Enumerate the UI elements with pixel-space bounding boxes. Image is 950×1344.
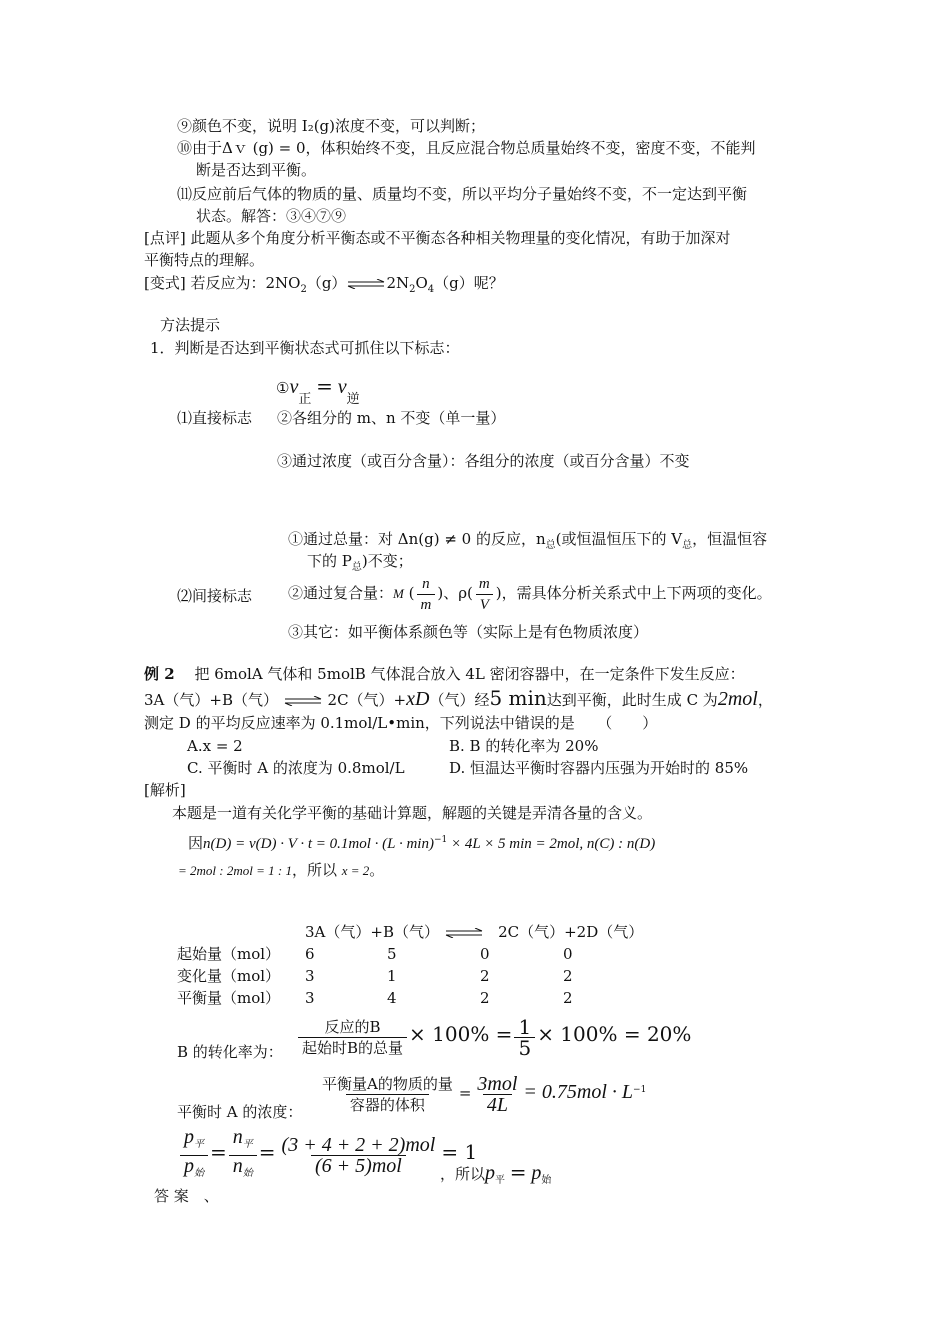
table-cell: 6 (305, 945, 315, 963)
calc2-tail: ，所以 (291, 861, 337, 879)
variant-prefix: [变式] 若反应为：2NO (144, 274, 301, 292)
table-cell: 3 (305, 967, 315, 985)
pressure-concl-sub-shi: 始 (541, 1175, 552, 1186)
i2-frac-V: V (476, 594, 493, 615)
variant-prod: 2N (386, 274, 410, 292)
variant-sub1: 2 (300, 284, 307, 295)
indirect-label: ⑵间接标志 (177, 587, 253, 605)
variant-suffix: （g）呢？ (434, 274, 504, 292)
variant-mid: （g） (306, 274, 347, 292)
d1-eq: = (316, 374, 333, 398)
analysis-item-10-line1: ⑩由于Δｖ (g) = 0，体积始终不变，且反应混合物总质量始终不变，密度不变，不能判 (177, 139, 756, 157)
pressure-sub-ping: 平 (194, 1138, 204, 1150)
conversion-one: 1 (518, 1014, 532, 1039)
pressure-result: = 1 (441, 1140, 478, 1164)
ex2-eq-time: 5 min (489, 686, 547, 710)
table-cell: 1 (387, 967, 397, 985)
table-cell: 3 (305, 989, 315, 1007)
ex2-eq-tail: 达到平衡，此时生成 C 为 (546, 691, 718, 709)
concA-result: = 0.75mol · L (523, 1081, 634, 1103)
table-cell: 4 (387, 989, 397, 1007)
direct-mark-1 (276, 376, 360, 410)
equilibrium-arrow-icon (283, 696, 323, 706)
i2-rho: 、ρ( (443, 584, 473, 602)
i1-text: ①通过总量：对 Δn(g) ≠ 0 的反应，n (288, 530, 546, 548)
calc-expr: n(D) = v(D) · V · t = 0.1mol · (L · min) (203, 836, 434, 852)
example2-label: 例 2 (144, 665, 175, 683)
analysis-item-11-line2: 状态。解答：③④⑦⑨ (196, 207, 347, 225)
pressure-frac-mol (278, 1135, 440, 1176)
i1-sub2: 总 (682, 540, 693, 551)
ex2-eq-comma: ， (757, 691, 773, 709)
table-row-label: 变化量（mol） (177, 967, 281, 985)
option-b: B. B 的转化率为 20% (449, 737, 599, 755)
table-cell: 2 (563, 989, 573, 1007)
table-equation (305, 922, 643, 942)
solution-calc-line2 (178, 860, 384, 881)
i1-sub3: 总 (351, 562, 362, 573)
pressure-concl-eq: = (509, 1160, 527, 1184)
i2-prefix: ②通过复合量： (288, 584, 394, 602)
i2-suffix: )，需具体分析关系式中上下两项的变化。 (495, 584, 772, 602)
table-cell: 0 (480, 945, 490, 963)
calc-expr2: × 4L × 5 min = 2mol, n(C) : n(D) (447, 836, 656, 852)
indirect-mark-3: ③其它：如平衡体系颜色等（实际上是有色物质浓度） (288, 623, 649, 641)
example2-text1: 把 6molA 气体和 5molB 气体混合放入 4L 密闭容器中，在一定条件下发生反应： (194, 665, 745, 683)
i2-frac-mv (475, 574, 494, 615)
pressure-sub-shi: 始 (194, 1167, 204, 1179)
equilibrium-arrow-icon (346, 279, 386, 289)
example2-line3: 测定 D 的平均反应速率为 0.1mol/L•min，下列说法中错误的是 （ ） (144, 714, 658, 732)
table-eq-left: 3A（气）+B（气） (305, 923, 439, 941)
analysis-item-9: ⑨颜色不变，说明 I₂(g)浓度不变，可以判断； (177, 117, 486, 135)
i2-frac-nm (417, 574, 436, 615)
calc-prefix: 因 (188, 834, 204, 852)
ex2-eq-left: 3A（气）+B（气） (144, 691, 278, 709)
table-cell: 0 (563, 945, 573, 963)
pressure-p-bot: p (184, 1154, 194, 1177)
answer-label: 答 案 、 (154, 1187, 219, 1205)
concA-den: 容器的体积 (346, 1094, 429, 1115)
solution-label: [解析] (144, 781, 186, 799)
d1-sub-rev: 逆 (346, 392, 360, 407)
i1-text-b: (或恒温恒压下的 V (555, 530, 683, 548)
solution-calc-line1 (188, 830, 655, 854)
pressure-frac-p (180, 1127, 208, 1184)
analysis-item-10-line2: 断是否达到平衡。 (196, 161, 317, 179)
pressure-conclusion (440, 1162, 551, 1191)
calc2-end: 。 (369, 861, 385, 879)
comment-line1: [点评] 此题从多个角度分析平衡态或不平衡态各种相关物理量的变化情况，有助于加深对 (144, 229, 731, 247)
i1-sub1: 总 (545, 540, 556, 551)
solution-intro: 本题是一道有关化学平衡的基础计算题，解题的关键是弄清各量的含义。 (172, 804, 653, 822)
table-eq-right: 2C（气）+2D（气） (498, 923, 644, 941)
option-d: D. 恒温达平衡时容器内压强为开始时的 85% (449, 759, 749, 777)
comment-line2: 平衡特点的理解。 (144, 251, 265, 269)
pressure-p1: p (485, 1162, 496, 1184)
variant-sub2: 2 (409, 284, 416, 295)
concA-frac2 (473, 1074, 521, 1115)
concA-num: 平衡量A的物质的量 (322, 1074, 453, 1093)
equilibrium-arrow-icon (444, 928, 484, 938)
conversion-five: 5 (514, 1037, 535, 1058)
concA-formula (316, 1068, 646, 1115)
ex2-eq-mid: （气）经 (429, 691, 490, 709)
concA-eq: = (458, 1084, 472, 1102)
analysis-item-11-line1: ⑾反应前后气体的物质的量、质量均不变，所以平均分子量始终不变，不一定达到平衡 (177, 185, 748, 203)
ex2-eq-right: 2C（气）+ (327, 691, 407, 709)
pressure-eq1: = (210, 1140, 227, 1164)
conversion-den: 起始时B的总量 (298, 1037, 407, 1058)
direct-mark-2: ②各组分的 m、n 不变（单一量） (277, 409, 506, 427)
concA-exp: −1 (633, 1085, 647, 1095)
i2-frac-m: m (417, 594, 436, 615)
i1-line2-text: 下的 P (307, 552, 352, 570)
concA-label: 平衡时 A 的浓度： (177, 1103, 303, 1121)
variant-question (144, 273, 504, 300)
d1-sub-pos: 正 (298, 392, 312, 407)
ex2-eq-xD: xD (406, 688, 430, 710)
direct-mark-3: ③通过浓度（或百分含量）：各组分的浓度（或百分含量）不变 (277, 452, 690, 470)
table-cell: 2 (480, 989, 490, 1007)
pressure-formula (178, 1124, 477, 1184)
calc-exp: −1 (433, 835, 448, 845)
i1-line2-tail: )不变； (361, 552, 413, 570)
i1-text-c: ，恒温恒容 (692, 530, 768, 548)
table-cell: 2 (480, 967, 490, 985)
pressure-n-top: n (232, 1125, 243, 1148)
i2-frac-n: n (422, 575, 430, 592)
direct-label: ⑴直接标志 (177, 409, 253, 427)
indirect-mark-2: ②通过复合量：M ( $\frac{n}{m}$ )、ρ( $\frac{m}{V}$ )，需具体分析关系式中上下两项的变化。 (288, 575, 772, 613)
variant-sub3: 4 (427, 284, 435, 295)
pressure-p-top: p (184, 1125, 194, 1148)
conversion-label: B 的转化率为： (177, 1043, 283, 1061)
pressure-eq2: = (258, 1140, 276, 1164)
conversion-formula (296, 1012, 691, 1058)
pressure-sub-shi2: 始 (242, 1167, 253, 1179)
option-a: A.x = 2 (187, 737, 243, 755)
method-point1: 1．判断是否达到平衡状态式可抓住以下标志： (150, 339, 460, 357)
conversion-num: 反应的B (324, 1017, 381, 1036)
pressure-p2: p (531, 1162, 542, 1184)
pressure-tail: ，所以 (440, 1165, 486, 1183)
conversion-frac2 (514, 1014, 535, 1060)
i2-M: M (393, 586, 404, 601)
conversion-frac (298, 1017, 407, 1058)
conversion-mul: × 100% = (409, 1022, 513, 1046)
concA-frac (318, 1074, 457, 1115)
table-row-label: 起始量（mol） (177, 945, 281, 963)
table-row-label: 平衡量（mol） (177, 989, 281, 1007)
calc2-x: x = 2 (341, 863, 370, 878)
pressure-concl-sub-ping: 平 (495, 1175, 506, 1186)
conversion-result: × 100% = 20% (537, 1022, 692, 1046)
concA-num2: 3mol (477, 1072, 518, 1095)
ex2-eq-mol: 2mol (717, 688, 758, 710)
calc2-expr: = 2mol : 2mol = 1 : 1 (178, 863, 292, 878)
pressure-n-bot: n (232, 1154, 243, 1177)
table-cell: 5 (387, 945, 397, 963)
variant-o: O (415, 274, 428, 292)
example2-line1 (144, 664, 745, 684)
pressure-den: (6 + 5)mol (311, 1155, 406, 1176)
d1-v-rev: v (337, 376, 347, 398)
example2-equation (144, 688, 773, 710)
option-c: C. 平衡时 A 的浓度为 0.8mol/L (187, 759, 405, 777)
pressure-sub-ping2: 平 (242, 1138, 253, 1150)
table-cell: 2 (563, 967, 573, 985)
i2-frac-m2: m (478, 575, 490, 592)
concA-den2: 4L (483, 1094, 512, 1115)
d1-prefix: ① (276, 379, 290, 397)
d1-v-pos: v (289, 376, 299, 398)
pressure-num: (3 + 4 + 2 + 2)mol (281, 1133, 436, 1156)
method-title: 方法提示 (160, 316, 221, 334)
pressure-frac-n (229, 1127, 257, 1184)
